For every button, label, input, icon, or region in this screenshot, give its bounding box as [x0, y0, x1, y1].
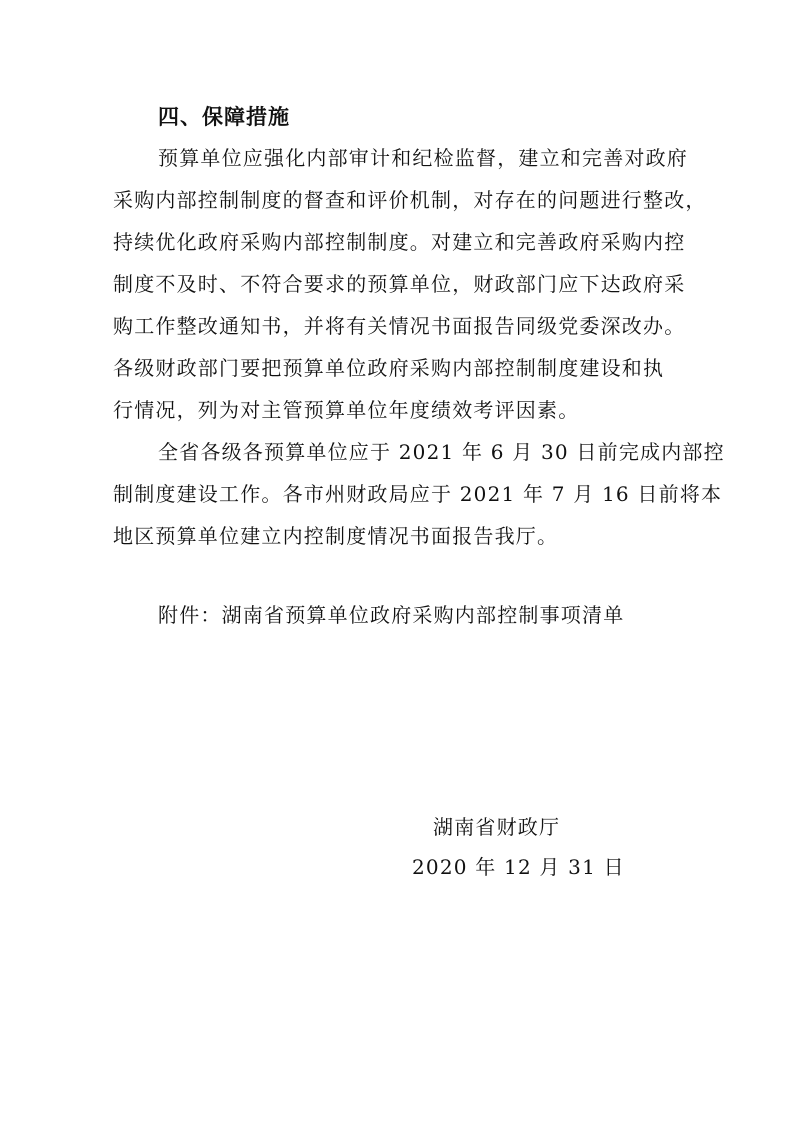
attachment-note: 附件：湖南省预算单位政府采购内部控制事项清单: [158, 603, 625, 627]
paragraph-1-line-5: 购工作整改通知书，并将有关情况书面报告同级党委深改办。: [113, 314, 686, 338]
paragraph-2-line-2: 制制度建设工作。各市州财政局应于 2021 年 7 月 16 日前将本: [113, 482, 723, 506]
signature-organization: 湖南省财政厅: [433, 815, 561, 839]
paragraph-1-line-7: 行情况，列为对主管预算单位年度绩效考评因素。: [113, 398, 580, 422]
signature-date: 2020 年 12 月 31 日: [412, 855, 625, 879]
paragraph-1-line-4: 制度不及时、不符合要求的预算单位，财政部门应下达政府采: [113, 272, 686, 296]
section-heading: 四、保障措施: [158, 104, 290, 129]
paragraph-1-line-6: 各级财政部门要把预算单位政府采购内部控制制度建设和执: [113, 356, 665, 380]
paragraph-2-line-1: 全省各级各预算单位应于 2021 年 6 月 30 日前完成内部控: [158, 440, 725, 464]
paragraph-1-line-3: 持续优化政府采购内部控制制度。对建立和完善政府采购内控: [113, 230, 686, 254]
paragraph-1-line-2: 采购内部控制制度的督查和评价机制，对存在的问题进行整改，: [113, 188, 707, 212]
paragraph-1-line-1: 预算单位应强化内部审计和纪检监督，建立和完善对政府: [158, 146, 688, 170]
paragraph-2-line-3: 地区预算单位建立内控制度情况书面报告我厅。: [113, 524, 559, 548]
